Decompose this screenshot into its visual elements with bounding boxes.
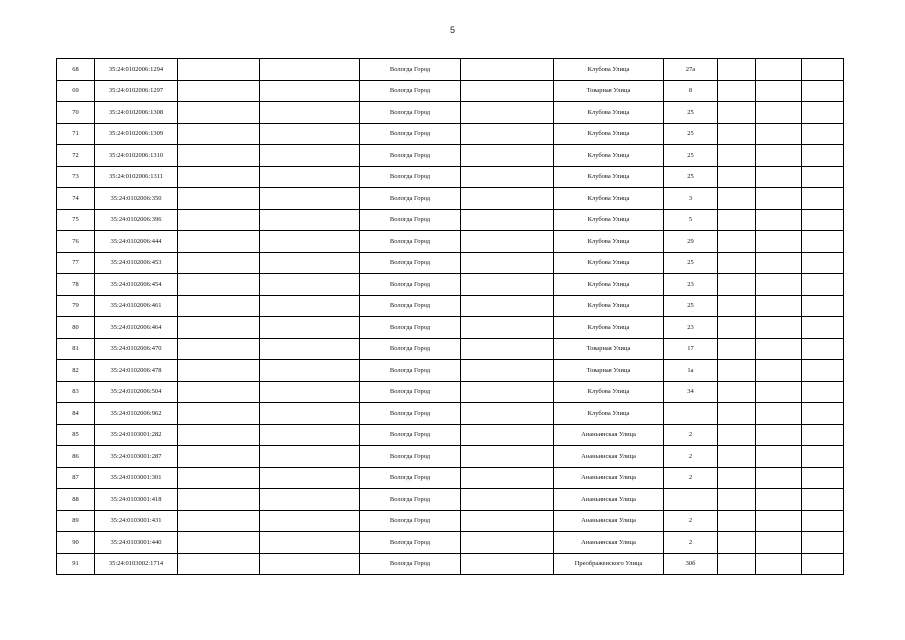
street-cell: Ананьинская Улица — [554, 446, 664, 468]
table-row — [57, 510, 844, 532]
empty-cell — [756, 360, 802, 382]
empty-cell — [260, 467, 360, 489]
empty-cell — [718, 424, 756, 446]
city-cell: Вологда Город — [360, 467, 461, 489]
city-cell: Вологда Город — [360, 145, 461, 167]
cadastral-number-cell: 35:24:0103001:282 — [95, 424, 178, 446]
empty-cell — [461, 510, 554, 532]
house-number-cell: 2 — [664, 467, 718, 489]
empty-cell — [802, 274, 844, 296]
empty-cell — [461, 295, 554, 317]
empty-cell — [802, 295, 844, 317]
empty-cell — [260, 295, 360, 317]
row-number-cell: 82 — [57, 360, 95, 382]
empty-cell — [260, 145, 360, 167]
street-cell: Клубова Улица — [554, 317, 664, 339]
empty-cell — [718, 231, 756, 253]
empty-cell — [178, 446, 260, 468]
street-cell: Клубова Улица — [554, 274, 664, 296]
house-number-cell: 1а — [664, 360, 718, 382]
house-number-cell: 30б — [664, 553, 718, 575]
empty-cell — [260, 338, 360, 360]
cadastral-number-cell: 35:24:0102006:1310 — [95, 145, 178, 167]
street-cell: Ананьинская Улица — [554, 424, 664, 446]
empty-cell — [260, 489, 360, 511]
empty-cell — [756, 123, 802, 145]
empty-cell — [756, 467, 802, 489]
empty-cell — [260, 166, 360, 188]
empty-cell — [178, 295, 260, 317]
empty-cell — [802, 403, 844, 425]
empty-cell — [756, 295, 802, 317]
empty-cell — [756, 188, 802, 210]
empty-cell — [802, 424, 844, 446]
empty-cell — [756, 403, 802, 425]
empty-cell — [718, 467, 756, 489]
empty-cell — [461, 188, 554, 210]
empty-cell — [178, 252, 260, 274]
empty-cell — [802, 188, 844, 210]
table-row — [57, 274, 844, 296]
city-cell: Вологда Город — [360, 424, 461, 446]
empty-cell — [178, 80, 260, 102]
house-number-cell — [664, 403, 718, 425]
empty-cell — [260, 123, 360, 145]
empty-cell — [178, 360, 260, 382]
cadastral-number-cell: 35:24:0102006:453 — [95, 252, 178, 274]
empty-cell — [756, 80, 802, 102]
empty-cell — [802, 467, 844, 489]
cadastral-number-cell: 35:24:0102006:1297 — [95, 80, 178, 102]
street-cell: Клубова Улица — [554, 295, 664, 317]
city-cell: Вологда Город — [360, 403, 461, 425]
empty-cell — [260, 381, 360, 403]
table-row — [57, 102, 844, 124]
city-cell: Вологда Город — [360, 102, 461, 124]
empty-cell — [802, 489, 844, 511]
empty-cell — [802, 166, 844, 188]
table-row — [57, 123, 844, 145]
page-number: 5 — [449, 25, 455, 35]
empty-cell — [756, 59, 802, 81]
empty-cell — [756, 510, 802, 532]
empty-cell — [718, 532, 756, 554]
empty-cell — [461, 532, 554, 554]
house-number-cell: 29 — [664, 231, 718, 253]
house-number-cell: 2 — [664, 424, 718, 446]
cadastral-number-cell: 35:24:0102006:464 — [95, 317, 178, 339]
house-number-cell: 2 — [664, 510, 718, 532]
empty-cell — [461, 360, 554, 382]
empty-cell — [461, 446, 554, 468]
house-number-cell: 25 — [664, 252, 718, 274]
cadastral-number-cell: 35:24:0103001:301 — [95, 467, 178, 489]
row-number-cell: 75 — [57, 209, 95, 231]
city-cell: Вологда Город — [360, 489, 461, 511]
empty-cell — [756, 446, 802, 468]
row-number-cell: 89 — [57, 510, 95, 532]
empty-cell — [461, 338, 554, 360]
empty-cell — [756, 252, 802, 274]
empty-cell — [461, 231, 554, 253]
empty-cell — [260, 252, 360, 274]
empty-cell — [178, 553, 260, 575]
city-cell: Вологда Город — [360, 59, 461, 81]
row-number-cell: 91 — [57, 553, 95, 575]
cadastral-number-cell: 35:24:0102006:1311 — [95, 166, 178, 188]
empty-cell — [718, 102, 756, 124]
city-cell: Вологда Город — [360, 166, 461, 188]
house-number-cell: 34 — [664, 381, 718, 403]
empty-cell — [802, 252, 844, 274]
empty-cell — [802, 59, 844, 81]
street-cell: Клубова Улица — [554, 166, 664, 188]
cadastral-number-cell: 35:24:0103001:440 — [95, 532, 178, 554]
row-number-cell: 74 — [57, 188, 95, 210]
house-number-cell: 5 — [664, 209, 718, 231]
empty-cell — [260, 274, 360, 296]
empty-cell — [756, 209, 802, 231]
empty-cell — [260, 231, 360, 253]
empty-cell — [718, 80, 756, 102]
table-row — [57, 59, 844, 81]
empty-cell — [461, 424, 554, 446]
table-row — [57, 532, 844, 554]
city-cell: Вологда Город — [360, 295, 461, 317]
empty-cell — [718, 274, 756, 296]
house-number-cell: 17 — [664, 338, 718, 360]
row-number-cell: 90 — [57, 532, 95, 554]
city-cell: Вологда Город — [360, 553, 461, 575]
street-cell: Клубова Улица — [554, 381, 664, 403]
street-cell: Клубова Улица — [554, 188, 664, 210]
empty-cell — [718, 403, 756, 425]
city-cell: Вологда Город — [360, 123, 461, 145]
table-row — [57, 446, 844, 468]
empty-cell — [802, 209, 844, 231]
empty-cell — [718, 338, 756, 360]
empty-cell — [718, 166, 756, 188]
empty-cell — [802, 510, 844, 532]
empty-cell — [802, 553, 844, 575]
empty-cell — [178, 424, 260, 446]
row-number-cell: 80 — [57, 317, 95, 339]
cadastral-number-cell: 35:24:0102006:444 — [95, 231, 178, 253]
empty-cell — [461, 145, 554, 167]
street-cell: Товарная Улица — [554, 80, 664, 102]
cadastral-number-cell: 35:24:0102006:396 — [95, 209, 178, 231]
row-number-cell: 79 — [57, 295, 95, 317]
house-number-cell: 8 — [664, 80, 718, 102]
street-cell: Клубова Улица — [554, 209, 664, 231]
house-number-cell: 3 — [664, 188, 718, 210]
house-number-cell: 25 — [664, 295, 718, 317]
house-number-cell: 25 — [664, 145, 718, 167]
empty-cell — [260, 553, 360, 575]
empty-cell — [718, 317, 756, 339]
table-row — [57, 360, 844, 382]
city-cell: Вологда Город — [360, 510, 461, 532]
table-row — [57, 209, 844, 231]
empty-cell — [178, 403, 260, 425]
cadastral-number-cell: 35:24:0102006:478 — [95, 360, 178, 382]
cadastral-number-cell: 35:24:0102006:470 — [95, 338, 178, 360]
street-cell: Товарная Улица — [554, 360, 664, 382]
empty-cell — [802, 446, 844, 468]
table-row — [57, 80, 844, 102]
empty-cell — [802, 145, 844, 167]
empty-cell — [461, 381, 554, 403]
table-row — [57, 403, 844, 425]
empty-cell — [718, 360, 756, 382]
street-cell: Ананьинская Улица — [554, 510, 664, 532]
empty-cell — [756, 489, 802, 511]
city-cell: Вологда Город — [360, 80, 461, 102]
row-number-cell: 73 — [57, 166, 95, 188]
empty-cell — [756, 553, 802, 575]
house-number-cell — [664, 489, 718, 511]
row-number-cell: 85 — [57, 424, 95, 446]
empty-cell — [260, 188, 360, 210]
empty-cell — [802, 231, 844, 253]
empty-cell — [260, 532, 360, 554]
house-number-cell: 23 — [664, 274, 718, 296]
empty-cell — [802, 317, 844, 339]
street-cell: Клубова Улица — [554, 145, 664, 167]
street-cell: Клубова Улица — [554, 102, 664, 124]
row-number-cell: 87 — [57, 467, 95, 489]
empty-cell — [461, 403, 554, 425]
cadastral-number-cell: 35:24:0102006:454 — [95, 274, 178, 296]
empty-cell — [178, 338, 260, 360]
empty-cell — [178, 489, 260, 511]
empty-cell — [718, 295, 756, 317]
house-number-cell: 25 — [664, 102, 718, 124]
empty-cell — [178, 123, 260, 145]
empty-cell — [718, 188, 756, 210]
empty-cell — [461, 317, 554, 339]
empty-cell — [718, 123, 756, 145]
table-row — [57, 424, 844, 446]
table-row — [57, 338, 844, 360]
empty-cell — [260, 102, 360, 124]
empty-cell — [756, 381, 802, 403]
cadastral-number-cell: 35:24:0102006:1309 — [95, 123, 178, 145]
street-cell: Ананьинская Улица — [554, 467, 664, 489]
street-cell: Ананьинская Улица — [554, 489, 664, 511]
empty-cell — [756, 532, 802, 554]
empty-cell — [178, 274, 260, 296]
row-number-cell: 84 — [57, 403, 95, 425]
empty-cell — [461, 59, 554, 81]
empty-cell — [461, 80, 554, 102]
row-number-cell: 78 — [57, 274, 95, 296]
table-row — [57, 252, 844, 274]
empty-cell — [178, 381, 260, 403]
street-cell: Клубова Улица — [554, 123, 664, 145]
empty-cell — [178, 188, 260, 210]
city-cell: Вологда Город — [360, 360, 461, 382]
table-row — [57, 553, 844, 575]
row-number-cell: 72 — [57, 145, 95, 167]
empty-cell — [461, 274, 554, 296]
empty-cell — [756, 231, 802, 253]
street-cell: Товарная Улица — [554, 338, 664, 360]
empty-cell — [461, 553, 554, 575]
cadastral-number-cell: 35:24:0102006:962 — [95, 403, 178, 425]
empty-cell — [756, 166, 802, 188]
street-cell: Преображенского Улица — [554, 553, 664, 575]
empty-cell — [178, 532, 260, 554]
empty-cell — [178, 317, 260, 339]
empty-cell — [756, 424, 802, 446]
city-cell: Вологда Город — [360, 532, 461, 554]
cadastral-number-cell: 35:24:0103002:1714 — [95, 553, 178, 575]
empty-cell — [461, 102, 554, 124]
table-row — [57, 166, 844, 188]
empty-cell — [178, 102, 260, 124]
city-cell: Вологда Город — [360, 231, 461, 253]
row-number-cell: 77 — [57, 252, 95, 274]
city-cell: Вологда Город — [360, 446, 461, 468]
empty-cell — [461, 123, 554, 145]
city-cell: Вологда Город — [360, 274, 461, 296]
city-cell: Вологда Город — [360, 188, 461, 210]
empty-cell — [260, 360, 360, 382]
empty-cell — [461, 209, 554, 231]
empty-cell — [718, 510, 756, 532]
cadastral-number-cell: 35:24:0102006:350 — [95, 188, 178, 210]
house-number-cell: 25 — [664, 123, 718, 145]
empty-cell — [178, 510, 260, 532]
empty-cell — [260, 317, 360, 339]
empty-cell — [718, 252, 756, 274]
empty-cell — [461, 252, 554, 274]
empty-cell — [756, 338, 802, 360]
house-number-cell: 2 — [664, 446, 718, 468]
empty-cell — [756, 102, 802, 124]
street-cell: Ананьинская Улица — [554, 532, 664, 554]
empty-cell — [260, 424, 360, 446]
cadastral-number-cell: 35:24:0103001:431 — [95, 510, 178, 532]
empty-cell — [718, 209, 756, 231]
row-number-cell: 68 — [57, 59, 95, 81]
empty-cell — [756, 145, 802, 167]
empty-cell — [802, 102, 844, 124]
empty-cell — [260, 446, 360, 468]
table-row — [57, 145, 844, 167]
city-cell: Вологда Город — [360, 252, 461, 274]
registry-body — [57, 59, 844, 575]
row-number-cell: 86 — [57, 446, 95, 468]
empty-cell — [260, 59, 360, 81]
table-row — [57, 381, 844, 403]
cadastral-number-cell: 35:24:0102006:461 — [95, 295, 178, 317]
house-number-cell: 23 — [664, 317, 718, 339]
empty-cell — [756, 317, 802, 339]
empty-cell — [802, 80, 844, 102]
table-row — [57, 489, 844, 511]
empty-cell — [178, 467, 260, 489]
empty-cell — [756, 274, 802, 296]
empty-cell — [260, 209, 360, 231]
empty-cell — [178, 231, 260, 253]
registry-table — [56, 58, 844, 575]
empty-cell — [461, 166, 554, 188]
empty-cell — [718, 145, 756, 167]
row-number-cell: 76 — [57, 231, 95, 253]
city-cell: Вологда Город — [360, 338, 461, 360]
street-cell: Клубова Улица — [554, 59, 664, 81]
street-cell: Клубова Улица — [554, 403, 664, 425]
empty-cell — [718, 59, 756, 81]
empty-cell — [802, 381, 844, 403]
city-cell: Вологда Город — [360, 317, 461, 339]
house-number-cell: 25 — [664, 166, 718, 188]
row-number-cell: 69 — [57, 80, 95, 102]
cadastral-number-cell: 35:24:0103001:287 — [95, 446, 178, 468]
empty-cell — [178, 209, 260, 231]
house-number-cell: 27а — [664, 59, 718, 81]
empty-cell — [461, 467, 554, 489]
street-cell: Клубова Улица — [554, 231, 664, 253]
cadastral-number-cell: 35:24:0102006:1308 — [95, 102, 178, 124]
house-number-cell: 2 — [664, 532, 718, 554]
city-cell: Вологда Город — [360, 209, 461, 231]
street-cell: Клубова Улица — [554, 252, 664, 274]
empty-cell — [718, 489, 756, 511]
empty-cell — [178, 145, 260, 167]
row-number-cell: 88 — [57, 489, 95, 511]
row-number-cell: 81 — [57, 338, 95, 360]
row-number-cell: 70 — [57, 102, 95, 124]
table-row — [57, 295, 844, 317]
empty-cell — [178, 59, 260, 81]
empty-cell — [718, 381, 756, 403]
city-cell: Вологда Город — [360, 381, 461, 403]
table-row — [57, 231, 844, 253]
empty-cell — [802, 123, 844, 145]
cadastral-number-cell: 35:24:0103001:418 — [95, 489, 178, 511]
table-row — [57, 317, 844, 339]
row-number-cell: 83 — [57, 381, 95, 403]
cadastral-number-cell: 35:24:0102006:1294 — [95, 59, 178, 81]
table-row — [57, 467, 844, 489]
empty-cell — [260, 510, 360, 532]
empty-cell — [802, 360, 844, 382]
empty-cell — [718, 553, 756, 575]
row-number-cell: 71 — [57, 123, 95, 145]
empty-cell — [802, 532, 844, 554]
empty-cell — [718, 446, 756, 468]
empty-cell — [260, 80, 360, 102]
cadastral-number-cell: 35:24:0102006:504 — [95, 381, 178, 403]
empty-cell — [802, 338, 844, 360]
empty-cell — [178, 166, 260, 188]
empty-cell — [461, 489, 554, 511]
empty-cell — [260, 403, 360, 425]
table-row — [57, 188, 844, 210]
